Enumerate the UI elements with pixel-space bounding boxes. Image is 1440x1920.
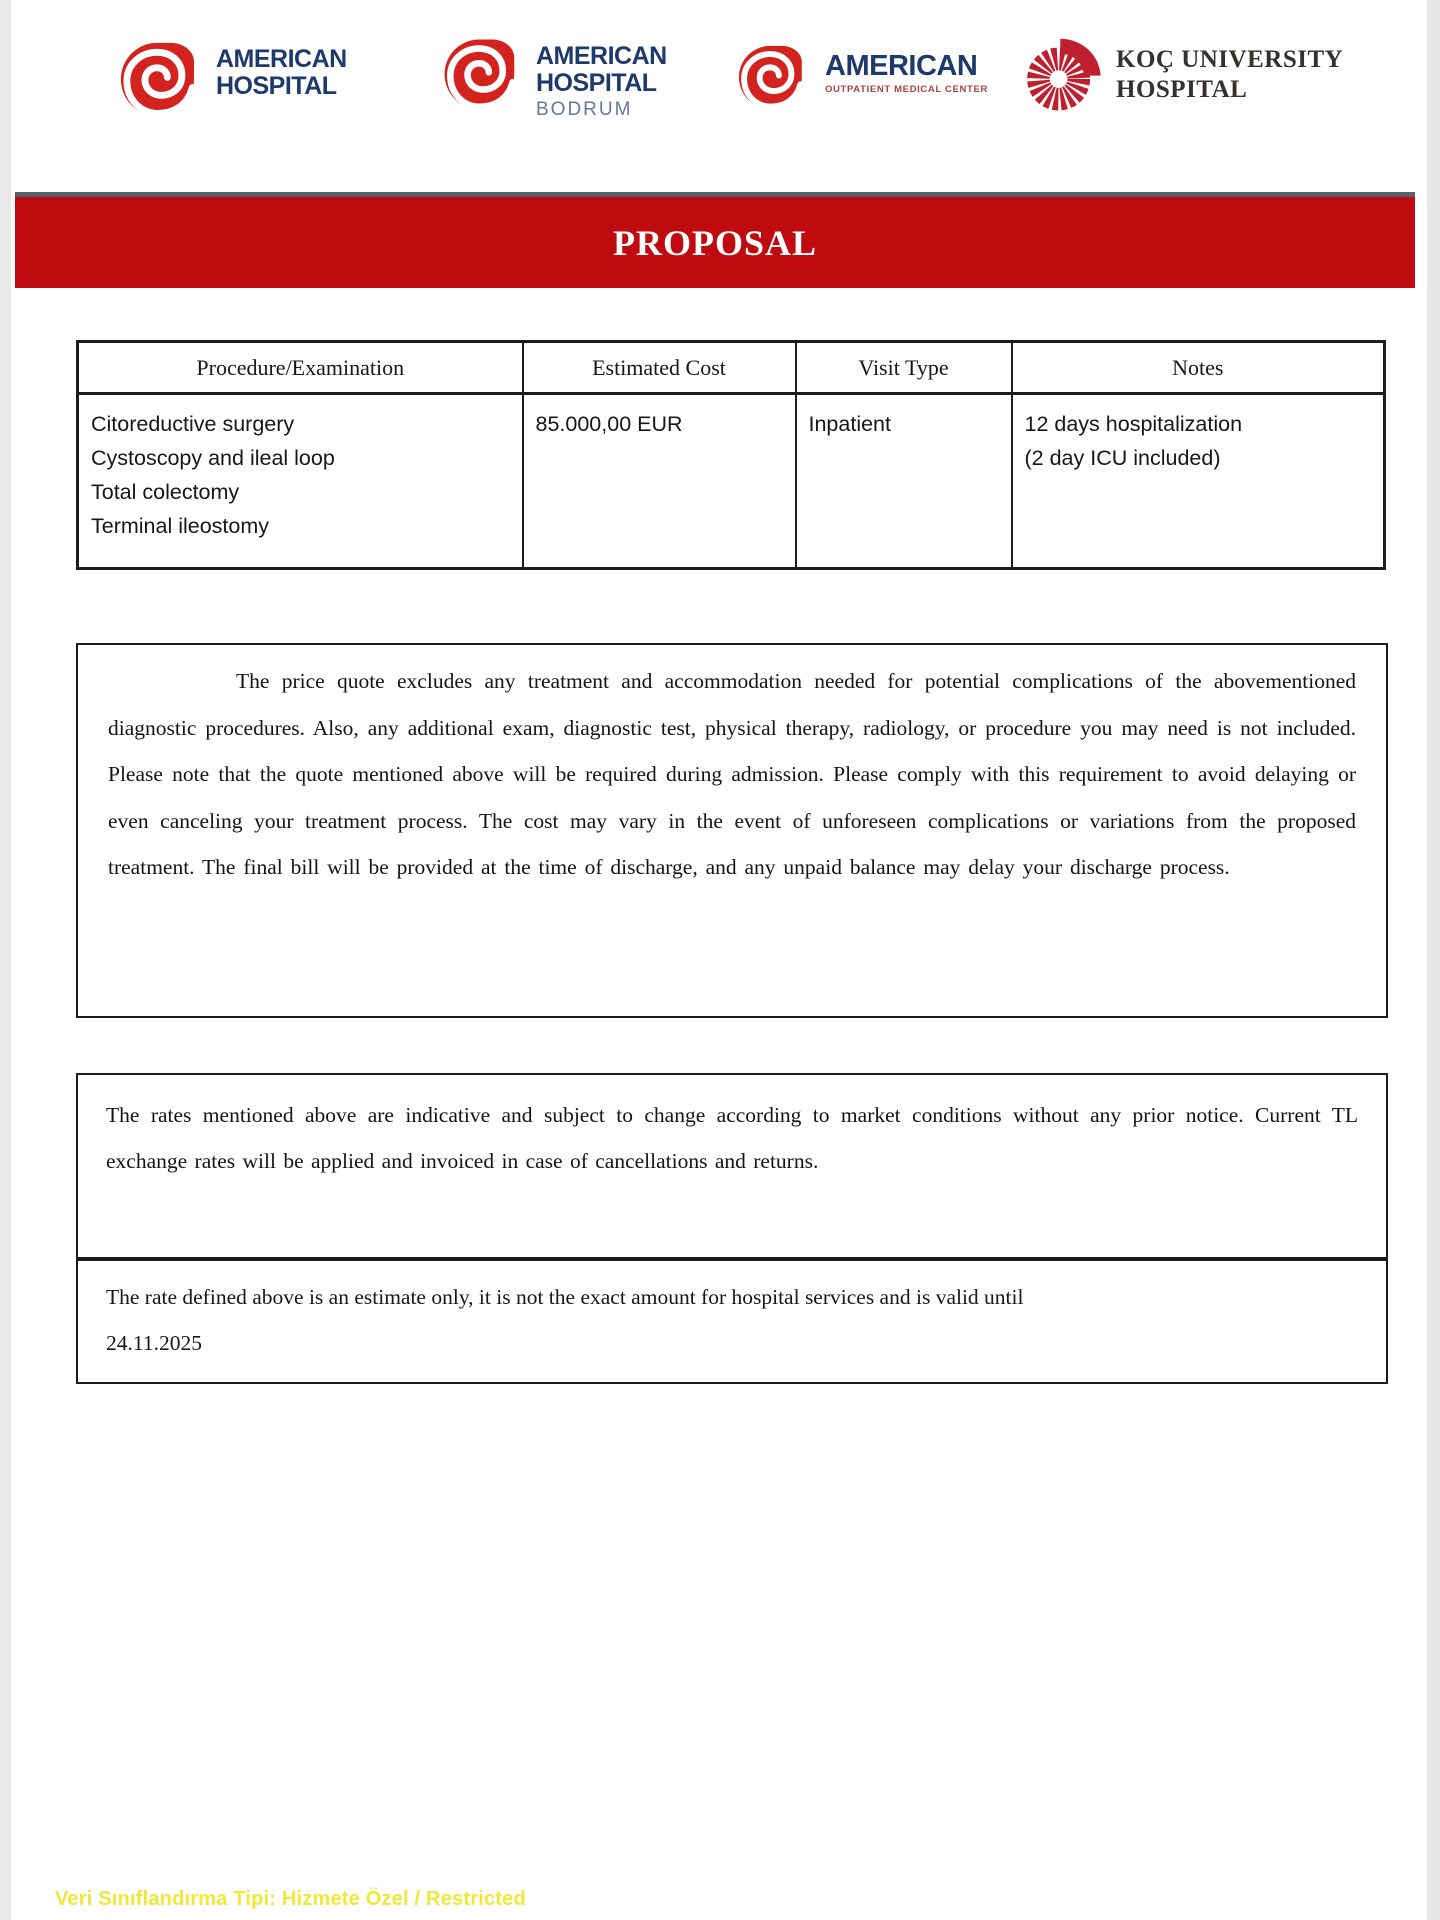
procedures-table [76, 340, 1386, 570]
logo-american-hospital [114, 36, 347, 127]
validity-date: 24.11.2025 [106, 1331, 202, 1355]
scan-edge-right [1427, 0, 1440, 1920]
scan-edge-left [0, 0, 11, 1920]
rates-notice-box [76, 1073, 1388, 1259]
proposal-title: PROPOSAL [612, 222, 817, 263]
logo-american-hospital-bodrum [438, 33, 667, 121]
nautilus-spiral-icon [438, 33, 520, 120]
procedure-item: Total colectomy [91, 479, 240, 504]
logo-text-line1: AMERICAN [536, 42, 667, 70]
logo-text-line2: HOSPITAL [536, 69, 657, 97]
logo-text-line2: HOSPITAL [1116, 76, 1248, 103]
rates-text: The rates mentioned above are indicative and subject to change according to market conditions without any prior notice. Current TL exchange rates will be applied and invoiced in case of cancellations and returns. [106, 1103, 1358, 1173]
proposal-banner [15, 192, 1415, 288]
data-classification-label: Veri Sınıflandırma Tipi: Hizmete Özel / Restricted [55, 1888, 526, 1910]
procedure-item: Cystoscopy and ileal loop [91, 445, 335, 470]
table-header-row [78, 342, 1385, 394]
validity-notice-box [76, 1259, 1388, 1384]
cell-estimated-cost: 85.000,00 EUR [523, 394, 796, 569]
header-visit-type: Visit Type [796, 342, 1012, 394]
procedure-item: Citoreductive surgery [91, 412, 295, 436]
logo-text-line1: KOÇ UNIVERSITY [1116, 46, 1344, 73]
validity-text: The rate defined above is an estimate only, it is not the exact amount for hospital services and is valid until [106, 1285, 1024, 1309]
logo-american-outpatient [733, 40, 988, 119]
segmented-nautilus-icon [1020, 32, 1104, 121]
cell-notes [1012, 394, 1385, 569]
table-row [78, 394, 1385, 569]
header-procedure: Procedure/Examination [78, 342, 523, 394]
exclusions-text: The price quote excludes any treatment and accommodation needed for potential complications of the abovementioned diagnostic procedures. Also, any additional exam, diagnostic test, physical therapy, radiology, or procedure you may need is not included. Please note that the quote mentioned above will be required during admission. Please comply with this requirement to avoid delaying or even canceling your treatment process. The cost may vary in the event of unforeseen complications or variations from the proposed treatment. The final bill will be provided at the time of discharge, and any unpaid balance may delay your discharge process. [108, 669, 1356, 879]
note-line: (2 day ICU included) [1024, 445, 1221, 470]
logo-text-line1: AMERICAN [825, 50, 978, 82]
header-notes: Notes [1012, 342, 1385, 394]
logo-text-line2: HOSPITAL [216, 72, 337, 100]
logo-text-bodrum: BODRUM [536, 99, 633, 120]
logo-text-outpatient: OUTPATIENT MEDICAL CENTER [825, 84, 988, 95]
logo-text-line1: AMERICAN [216, 45, 347, 73]
procedure-item: Terminal ileostomy [91, 513, 270, 538]
cell-visit-type: Inpatient [796, 394, 1012, 569]
logo-koc-university-hospital [1020, 32, 1343, 121]
note-line: 12 days hospitalization [1024, 412, 1243, 436]
header-estimated-cost: Estimated Cost [523, 342, 796, 394]
nautilus-spiral-icon [733, 40, 807, 119]
exclusions-notice-box [76, 643, 1388, 1018]
nautilus-spiral-icon [114, 36, 200, 127]
cell-procedures [78, 394, 523, 569]
